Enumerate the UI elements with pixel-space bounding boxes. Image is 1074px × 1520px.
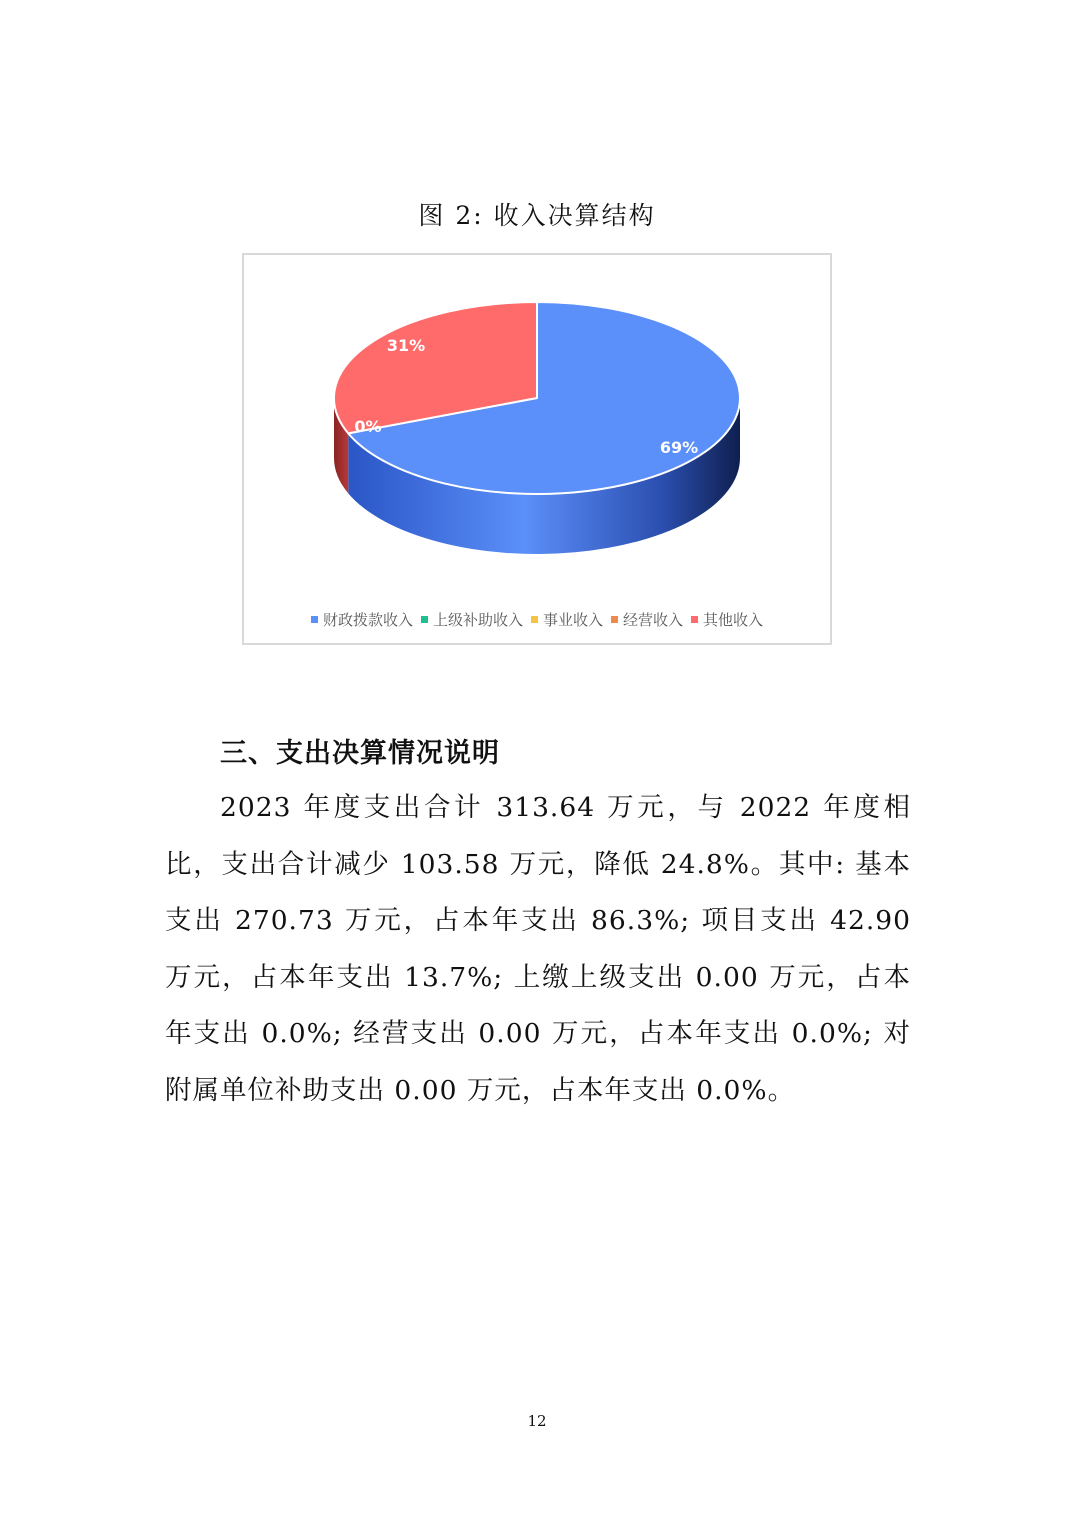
legend-label: 其他收入 (703, 611, 764, 629)
pie-chart-canvas (244, 255, 830, 643)
figure-caption: 图 2: 收入决算结构 (418, 201, 656, 230)
body-paragraph: 2023 年度支出合计 313.64 万元，与 2022 年度相比，支出合计减少 103.58 万元，降低 24.8%。其中: 基本支出 270.73 万元，占本年支出 86.3%; 项目支出 42.90 万元，占本年支出 13.7%; 上缴上级支出 0.00 万元，占本年支出 0.0%; 经营支出 0.00 万元，占本年支出 0.0%; 对附属单位补助支出 0.00 万元，占本年支出 0.0%。 (165, 792, 911, 1106)
chart-legend (244, 609, 830, 630)
legend-item (311, 609, 413, 630)
legend-swatch (311, 616, 318, 623)
legend-swatch (531, 616, 538, 623)
legend-label: 财政拨款收入 (322, 611, 413, 629)
page-number: 12 (527, 1412, 547, 1430)
data-label-3: 0% (354, 417, 382, 436)
data-label-4: 31% (386, 336, 426, 355)
legend-item (531, 609, 603, 630)
legend-item (421, 609, 523, 630)
legend-label: 经营收入 (623, 611, 684, 629)
legend-item (691, 609, 763, 630)
legend-swatch (421, 616, 428, 623)
legend-swatch (611, 616, 618, 623)
data-label-0: 69% (659, 438, 699, 457)
legend-swatch (691, 616, 698, 623)
legend-label: 事业收入 (542, 611, 603, 629)
legend-item (611, 609, 683, 630)
legend-label: 上级补助收入 (432, 611, 523, 629)
revenue-pie-chart (242, 253, 832, 645)
section-heading: 三、支出决算情况说明 (220, 738, 500, 769)
